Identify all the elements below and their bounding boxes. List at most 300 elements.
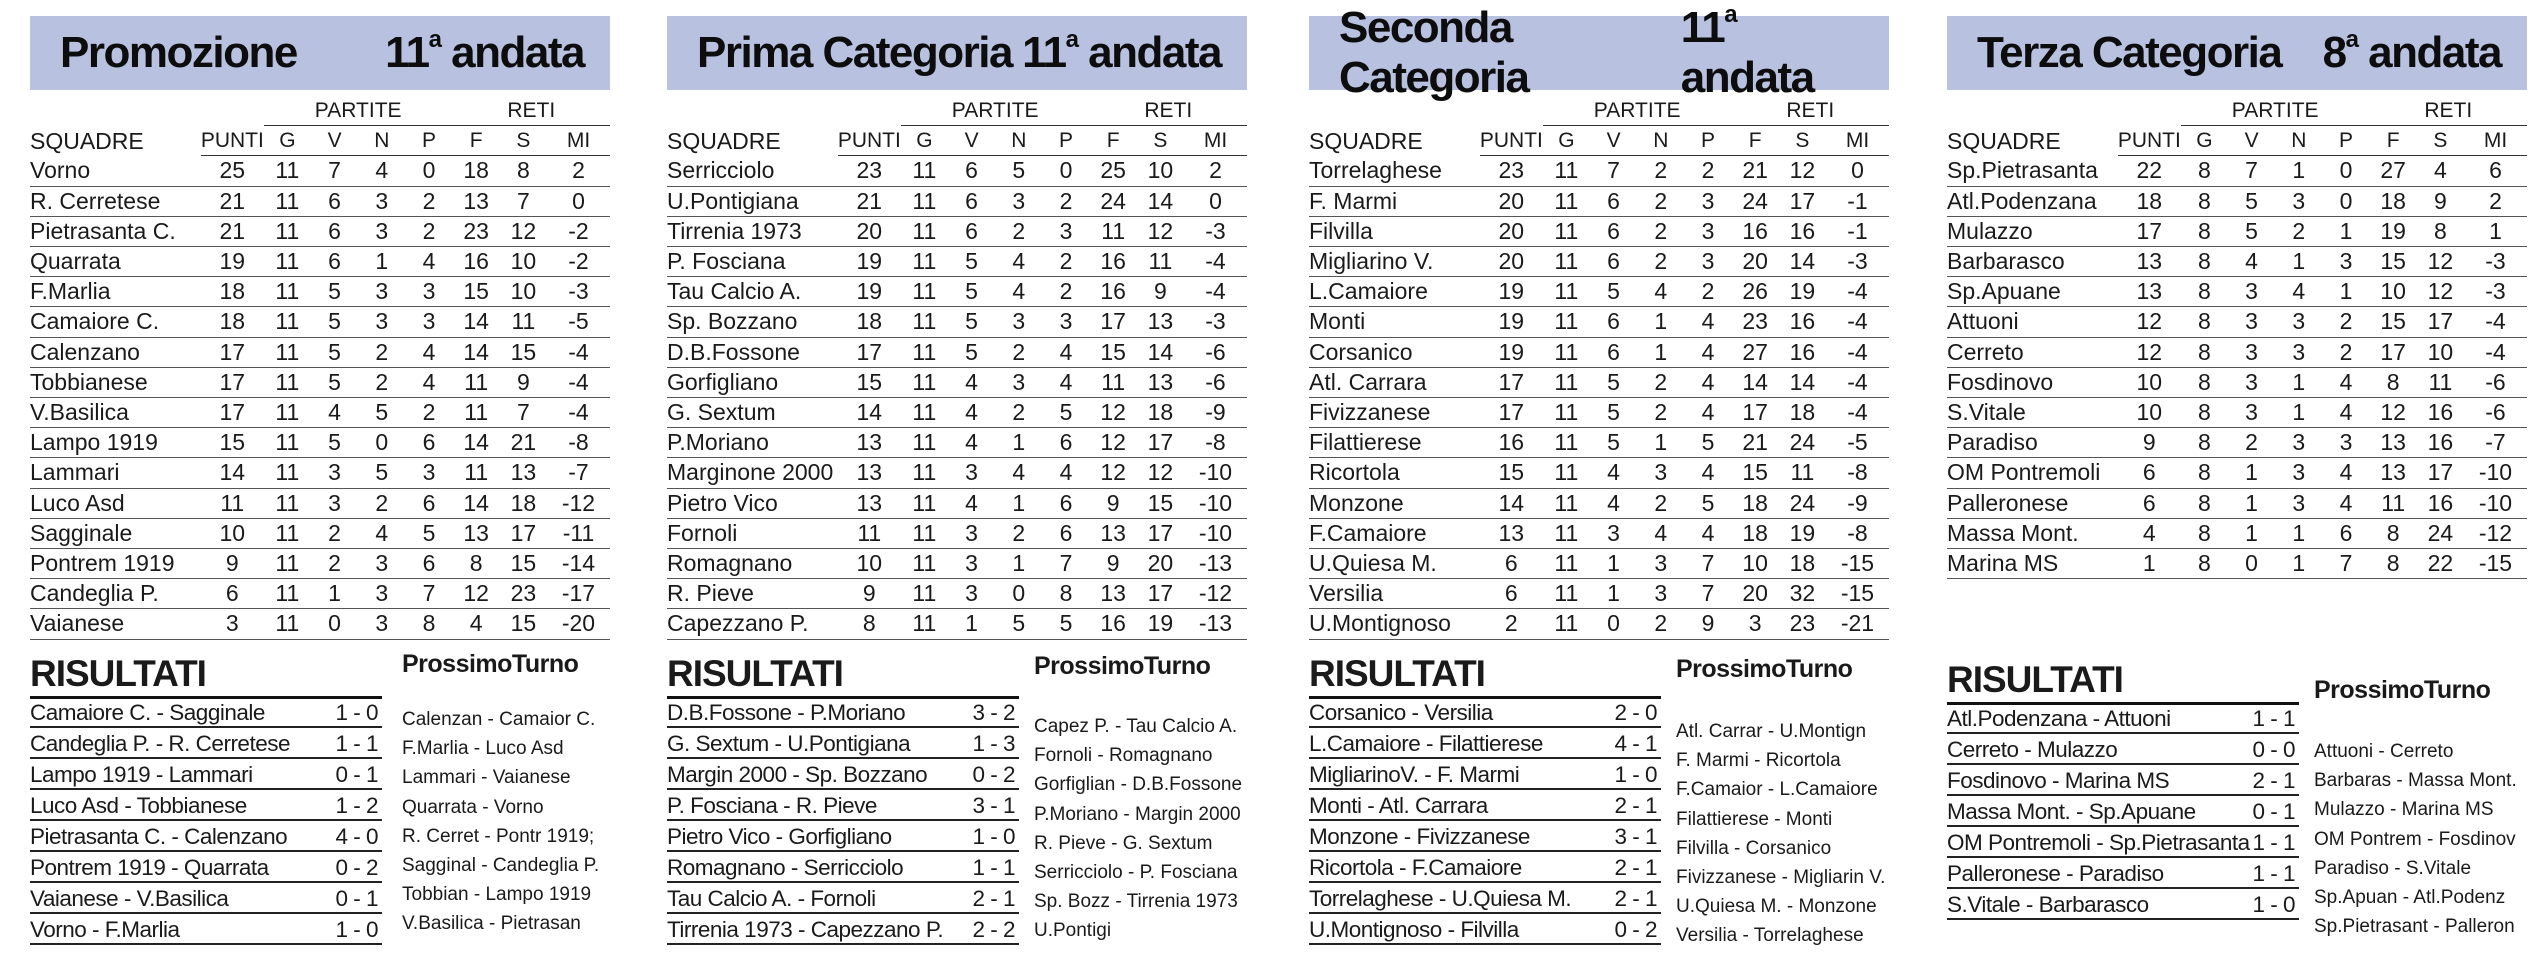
stat-mi: -7 (2464, 428, 2527, 458)
stat-punti: 2 (1480, 609, 1543, 639)
stat-n: 3 (1637, 549, 1684, 579)
match-score: 4 - 0 (335, 824, 378, 849)
header-row-groups (1309, 96, 1889, 126)
stat-p: 6 (1042, 428, 1089, 458)
standings-table (1947, 96, 2527, 579)
stat-n: 1 (1637, 337, 1684, 367)
stat-mi: -15 (1826, 549, 1889, 579)
match-teams: Margin 2000 - Sp. Bozzano (667, 762, 928, 787)
stat-f: 14 (453, 428, 500, 458)
stat-punti: 20 (1480, 247, 1543, 277)
match-score: 0 - 2 (335, 855, 378, 880)
col-squadre: SQUADRE (30, 127, 144, 154)
stat-punti: 17 (201, 337, 264, 367)
standings-row (1947, 428, 2527, 458)
stat-s: 32 (1779, 579, 1826, 609)
team-name: OM Pontremoli (1947, 458, 2118, 488)
stat-v: 5 (311, 307, 358, 337)
stat-f: 14 (453, 488, 500, 518)
stat-s: 19 (1779, 277, 1826, 307)
league-title: Seconda Categoria (1339, 3, 1529, 102)
stat-v: 1 (1590, 549, 1637, 579)
stat-s: 14 (1779, 367, 1826, 397)
stat-p: 3 (2322, 428, 2369, 458)
stat-v: 5 (2228, 186, 2275, 216)
match-teams: Vaianese - V.Basilica (30, 886, 229, 911)
stat-p: 3 (2322, 247, 2369, 277)
match-teams: Cerreto - Mulazzo (1947, 737, 2118, 762)
stat-g: 11 (264, 579, 311, 609)
team-name: Versilia (1309, 579, 1480, 609)
next-round-match: Quarrata - Vorno (402, 796, 544, 818)
stat-mi: -4 (1184, 277, 1247, 307)
stat-punti: 14 (201, 458, 264, 488)
next-round-match: Lammari - Vaianese (402, 767, 571, 789)
stat-g: 11 (264, 307, 311, 337)
stat-punti: 6 (2118, 488, 2181, 518)
match-teams: Atl.Podenzana - Attuoni (1947, 706, 2171, 731)
stat-n: 3 (995, 186, 1042, 216)
standings-row (1947, 156, 2527, 186)
standings-row (667, 367, 1247, 397)
standings-row (30, 428, 610, 458)
stat-g: 8 (2181, 398, 2228, 428)
team-name: Gorfigliano (667, 367, 838, 397)
match-teams: D.B.Fossone - P.Moriano (667, 700, 906, 725)
next-round-match: Calenzan - Camaior C. (402, 709, 596, 730)
result-row (1947, 703, 2299, 734)
stat-p: 2 (405, 216, 452, 246)
stat-v: 2 (311, 549, 358, 579)
stat-p: 3 (405, 277, 452, 307)
stat-mi: -6 (2464, 367, 2527, 397)
stat-p: 0 (2322, 186, 2369, 216)
round-label (1022, 28, 1221, 78)
stat-s: 16 (2417, 428, 2464, 458)
stat-p: 7 (1042, 549, 1089, 579)
match-score: 0 - 1 (2252, 799, 2295, 824)
stat-n: 2 (1637, 156, 1684, 186)
stat-g: 11 (1543, 247, 1590, 277)
stat-v: 2 (2228, 428, 2275, 458)
result-row (1947, 734, 2299, 765)
stat-v: 5 (1590, 277, 1637, 307)
next-round-title: ProssimoTurno (402, 650, 579, 678)
match-teams: G. Sextum - U.Pontigiana (667, 731, 911, 756)
stat-s: 10 (1137, 156, 1184, 186)
stat-punti: 11 (201, 488, 264, 518)
match-teams: MigliarinoV. - F. Marmi (1309, 762, 1520, 787)
stat-n: 1 (2275, 398, 2322, 428)
standings-row (667, 458, 1247, 488)
stat-f: 18 (453, 156, 500, 186)
standings-row (667, 247, 1247, 277)
standings-row (1309, 609, 1889, 639)
stat-f: 23 (1732, 307, 1779, 337)
stat-s: 19 (1137, 609, 1184, 639)
team-name: Torrelaghese (1309, 156, 1480, 186)
stat-n: 1 (1637, 307, 1684, 337)
stat-v: 5 (2228, 216, 2275, 246)
stat-n: 1 (2275, 549, 2322, 579)
stat-s: 18 (500, 488, 547, 518)
stat-f: 12 (2370, 398, 2417, 428)
stat-v: 5 (948, 247, 995, 277)
result-row (1309, 728, 1661, 759)
stat-f: 17 (1090, 307, 1137, 337)
col-g: G (264, 126, 311, 156)
stat-s: 12 (2417, 247, 2464, 277)
stat-f: 4 (453, 609, 500, 639)
stat-v: 3 (2228, 277, 2275, 307)
stat-n: 4 (358, 518, 405, 548)
stat-f: 20 (1732, 579, 1779, 609)
col-p: P (405, 126, 452, 156)
stat-punti: 9 (838, 579, 901, 609)
col-mi: MI (1826, 126, 1889, 156)
stat-f: 11 (453, 458, 500, 488)
result-row (30, 697, 382, 728)
league-header (1309, 1, 1889, 102)
stat-f: 16 (453, 247, 500, 277)
stat-punti: 19 (1480, 307, 1543, 337)
match-score: 2 - 1 (2252, 768, 2295, 793)
stat-n: 3 (2275, 307, 2322, 337)
stat-v: 6 (1590, 307, 1637, 337)
match-teams: Pietro Vico - Gorfigliano (667, 824, 892, 849)
stat-f: 15 (2370, 307, 2417, 337)
stat-p: 5 (1684, 428, 1731, 458)
col-mi: MI (547, 126, 610, 156)
next-round-title: ProssimoTurno (1034, 652, 1211, 680)
stat-n: 5 (995, 156, 1042, 186)
match-score: 1 - 1 (2252, 861, 2295, 886)
team-name: Camaiore C. (30, 307, 201, 337)
stat-v: 2 (311, 518, 358, 548)
stat-punti: 20 (1480, 216, 1543, 246)
stat-n: 4 (358, 156, 405, 186)
standings-row (30, 337, 610, 367)
stat-v: 4 (2228, 247, 2275, 277)
next-round-match: Tobbian - Lampo 1919 (402, 884, 592, 906)
stat-v: 1 (2228, 458, 2275, 488)
result-row (30, 728, 382, 759)
stat-punti: 4 (2118, 518, 2181, 548)
col-s: S (500, 126, 547, 156)
stat-g: 11 (264, 549, 311, 579)
stat-v: 6 (1590, 216, 1637, 246)
stat-v: 5 (311, 428, 358, 458)
standings-row (30, 277, 610, 307)
stat-f: 13 (453, 518, 500, 548)
standings-table (30, 96, 610, 640)
team-name: Sp.Pietrasanta (1947, 156, 2118, 186)
result-row (30, 914, 382, 945)
stat-n: 4 (2275, 277, 2322, 307)
col-f: F (1090, 126, 1137, 156)
next-round-title: ProssimoTurno (2314, 676, 2491, 704)
stat-punti: 6 (1480, 549, 1543, 579)
match-score: 1 - 2 (335, 793, 378, 818)
stat-g: 11 (901, 518, 948, 548)
standings-row (1309, 216, 1889, 246)
standings-row (30, 458, 610, 488)
col-s: S (2417, 126, 2464, 156)
stat-g: 11 (901, 156, 948, 186)
stat-punti: 18 (201, 277, 264, 307)
stat-g: 11 (901, 367, 948, 397)
stat-f: 13 (1090, 518, 1137, 548)
stat-f: 15 (1090, 337, 1137, 367)
match-teams: Candeglia P. - R. Cerretese (30, 731, 290, 756)
team-name: Monzone (1309, 488, 1480, 518)
stat-g: 11 (1543, 579, 1590, 609)
stat-v: 4 (948, 367, 995, 397)
result-row (30, 790, 382, 821)
col-group-partite: PARTITE (1543, 96, 1732, 126)
stat-mi: -12 (2464, 518, 2527, 548)
standings-row (1309, 428, 1889, 458)
stat-p: 2 (1684, 156, 1731, 186)
standings-row (1309, 337, 1889, 367)
round-ordinal: a (2345, 26, 2358, 54)
stat-s: 12 (1137, 458, 1184, 488)
stat-punti: 13 (838, 458, 901, 488)
stat-n: 3 (2275, 337, 2322, 367)
stat-v: 6 (311, 216, 358, 246)
standings-row (667, 156, 1247, 186)
result-row (667, 821, 1019, 852)
col-group-reti: RETI (453, 96, 610, 126)
team-name: Tobbianese (30, 367, 201, 397)
match-teams: Pietrasanta C. - Calenzano (30, 824, 288, 849)
team-name: Candeglia P. (30, 579, 201, 609)
stat-g: 11 (901, 247, 948, 277)
col-f: F (453, 126, 500, 156)
stat-punti: 23 (838, 156, 901, 186)
stat-mi: -4 (2464, 337, 2527, 367)
col-v: V (948, 126, 995, 156)
stat-mi: -3 (1826, 247, 1889, 277)
standings-row (667, 609, 1247, 639)
stat-s: 17 (500, 518, 547, 548)
result-row (30, 852, 382, 883)
standings-row (1947, 186, 2527, 216)
stat-p: 8 (1042, 579, 1089, 609)
league-header (667, 16, 1247, 90)
stat-p: 3 (1684, 186, 1731, 216)
stat-v: 7 (1590, 156, 1637, 186)
stat-f: 15 (2370, 247, 2417, 277)
standings-row (667, 398, 1247, 428)
match-teams: Monzone - Fivizzanese (1309, 824, 1530, 849)
round-label (2323, 28, 2501, 78)
results-title: RISULTATI (1947, 658, 2299, 705)
standings-row (30, 216, 610, 246)
stat-n: 1 (1637, 428, 1684, 458)
stat-f: 8 (2370, 518, 2417, 548)
stat-n: 1 (2275, 247, 2322, 277)
next-round-match: Serricciolo - P. Fosciana (1034, 862, 1238, 884)
next-round-match: Gorfiglian - D.B.Fossone (1034, 774, 1243, 796)
next-round-list (402, 705, 642, 939)
stat-g: 11 (264, 337, 311, 367)
stat-g: 11 (901, 579, 948, 609)
stat-g: 11 (264, 367, 311, 397)
stat-p: 2 (1042, 277, 1089, 307)
match-score: 2 - 2 (972, 917, 1015, 942)
stat-f: 8 (2370, 367, 2417, 397)
standings-row (1947, 367, 2527, 397)
standings-row (1309, 549, 1889, 579)
col-group-reti: RETI (1732, 96, 1889, 126)
match-score: 0 - 0 (2252, 737, 2295, 762)
stat-punti: 19 (838, 277, 901, 307)
stat-mi: -2 (547, 216, 610, 246)
stat-mi: -8 (1826, 458, 1889, 488)
stat-mi: -15 (2464, 549, 2527, 579)
stat-p: 3 (405, 458, 452, 488)
team-name: P.Moriano (667, 428, 838, 458)
stat-s: 11 (1779, 458, 1826, 488)
team-name: P. Fosciana (667, 247, 838, 277)
match-teams: Corsanico - Versilia (1309, 700, 1493, 725)
col-group-partite: PARTITE (901, 96, 1090, 126)
match-score: 1 - 1 (972, 855, 1015, 880)
stat-p: 5 (405, 518, 452, 548)
stat-g: 11 (1543, 307, 1590, 337)
round-ordinal: a (1724, 1, 1737, 29)
stat-g: 8 (2181, 337, 2228, 367)
match-teams: L.Camaiore - Filattierese (1309, 731, 1543, 756)
stat-f: 11 (1090, 367, 1137, 397)
stat-f: 20 (1732, 247, 1779, 277)
stat-n: 2 (1637, 186, 1684, 216)
match-teams: Camaiore C. - Sagginale (30, 700, 265, 725)
stat-p: 4 (2322, 458, 2369, 488)
standings-row (30, 488, 610, 518)
team-name: Quarrata (30, 247, 201, 277)
round-number: 8 (2322, 28, 2346, 77)
standings-row (30, 549, 610, 579)
col-punti: PUNTI (201, 126, 264, 156)
stat-v: 5 (311, 277, 358, 307)
match-score: 4 - 1 (1614, 731, 1657, 756)
result-row (667, 914, 1019, 945)
league-panel (1947, 0, 2527, 967)
stat-n: 1 (2275, 156, 2322, 186)
stat-mi: -1 (1826, 186, 1889, 216)
stat-g: 8 (2181, 277, 2228, 307)
stat-v: 0 (1590, 609, 1637, 639)
stat-v: 3 (948, 458, 995, 488)
stat-punti: 18 (201, 307, 264, 337)
stat-f: 10 (2370, 277, 2417, 307)
stat-g: 8 (2181, 307, 2228, 337)
stat-g: 8 (2181, 156, 2228, 186)
stat-p: 6 (1042, 518, 1089, 548)
team-name: Marginone 2000 (667, 458, 838, 488)
stat-n: 2 (1637, 398, 1684, 428)
results-title: RISULTATI (30, 652, 382, 699)
stat-punti: 13 (2118, 277, 2181, 307)
stat-p: 4 (405, 247, 452, 277)
stat-v: 3 (1590, 518, 1637, 548)
result-row (1309, 883, 1661, 914)
stat-p: 4 (1042, 367, 1089, 397)
stat-f: 12 (1090, 398, 1137, 428)
stat-punti: 10 (2118, 398, 2181, 428)
result-row (667, 790, 1019, 821)
stat-g: 11 (901, 337, 948, 367)
stat-n: 2 (358, 488, 405, 518)
stat-v: 4 (311, 398, 358, 428)
standings-row (667, 549, 1247, 579)
stat-mi: -11 (547, 518, 610, 548)
next-round-match: Filvilla - Corsanico (1676, 837, 1832, 859)
round-ordinal: a (428, 26, 441, 54)
stat-s: 11 (500, 307, 547, 337)
stat-n: 1 (995, 549, 1042, 579)
standings-row (30, 247, 610, 277)
stat-punti: 21 (201, 186, 264, 216)
col-n: N (358, 126, 405, 156)
team-name: Cerreto (1947, 337, 2118, 367)
stat-p: 3 (1684, 216, 1731, 246)
stat-g: 11 (1543, 186, 1590, 216)
stat-punti: 6 (2118, 458, 2181, 488)
stat-s: 17 (1137, 579, 1184, 609)
match-score: 1 - 1 (2252, 830, 2295, 855)
stat-g: 11 (901, 216, 948, 246)
stat-f: 18 (2370, 186, 2417, 216)
stat-f: 16 (1732, 216, 1779, 246)
next-round-match: F.Camaior - L.Camaiore (1676, 779, 1878, 801)
col-group-partite: PARTITE (264, 96, 453, 126)
match-teams: P. Fosciana - R. Pieve (667, 793, 877, 818)
stat-mi: 2 (2464, 186, 2527, 216)
stat-n: 2 (358, 337, 405, 367)
col-p: P (2322, 126, 2369, 156)
standings-row (1309, 398, 1889, 428)
stat-mi: -15 (1826, 579, 1889, 609)
round-word: andata (451, 28, 584, 77)
stat-f: 17 (1732, 398, 1779, 428)
stat-punti: 17 (201, 398, 264, 428)
stat-g: 8 (2181, 247, 2228, 277)
stat-p: 6 (405, 488, 452, 518)
match-score: 2 - 0 (1614, 700, 1657, 725)
result-row (1309, 914, 1661, 945)
next-round-match: Paradiso - S.Vitale (2314, 857, 2472, 879)
stat-n: 3 (2275, 186, 2322, 216)
stat-mi: -8 (1826, 518, 1889, 548)
stat-punti: 20 (1480, 186, 1543, 216)
stat-f: 9 (1090, 549, 1137, 579)
col-n: N (995, 126, 1042, 156)
stat-mi: -13 (1184, 549, 1247, 579)
stat-g: 8 (2181, 428, 2228, 458)
stat-n: 3 (995, 367, 1042, 397)
results-list (30, 697, 382, 945)
stat-p: 1 (2322, 277, 2369, 307)
stat-n: 3 (358, 579, 405, 609)
stat-g: 11 (264, 398, 311, 428)
stat-g: 11 (1543, 398, 1590, 428)
stat-s: 8 (500, 156, 547, 186)
result-row (1309, 852, 1661, 883)
match-teams: S.Vitale - Barbarasco (1947, 892, 2149, 917)
